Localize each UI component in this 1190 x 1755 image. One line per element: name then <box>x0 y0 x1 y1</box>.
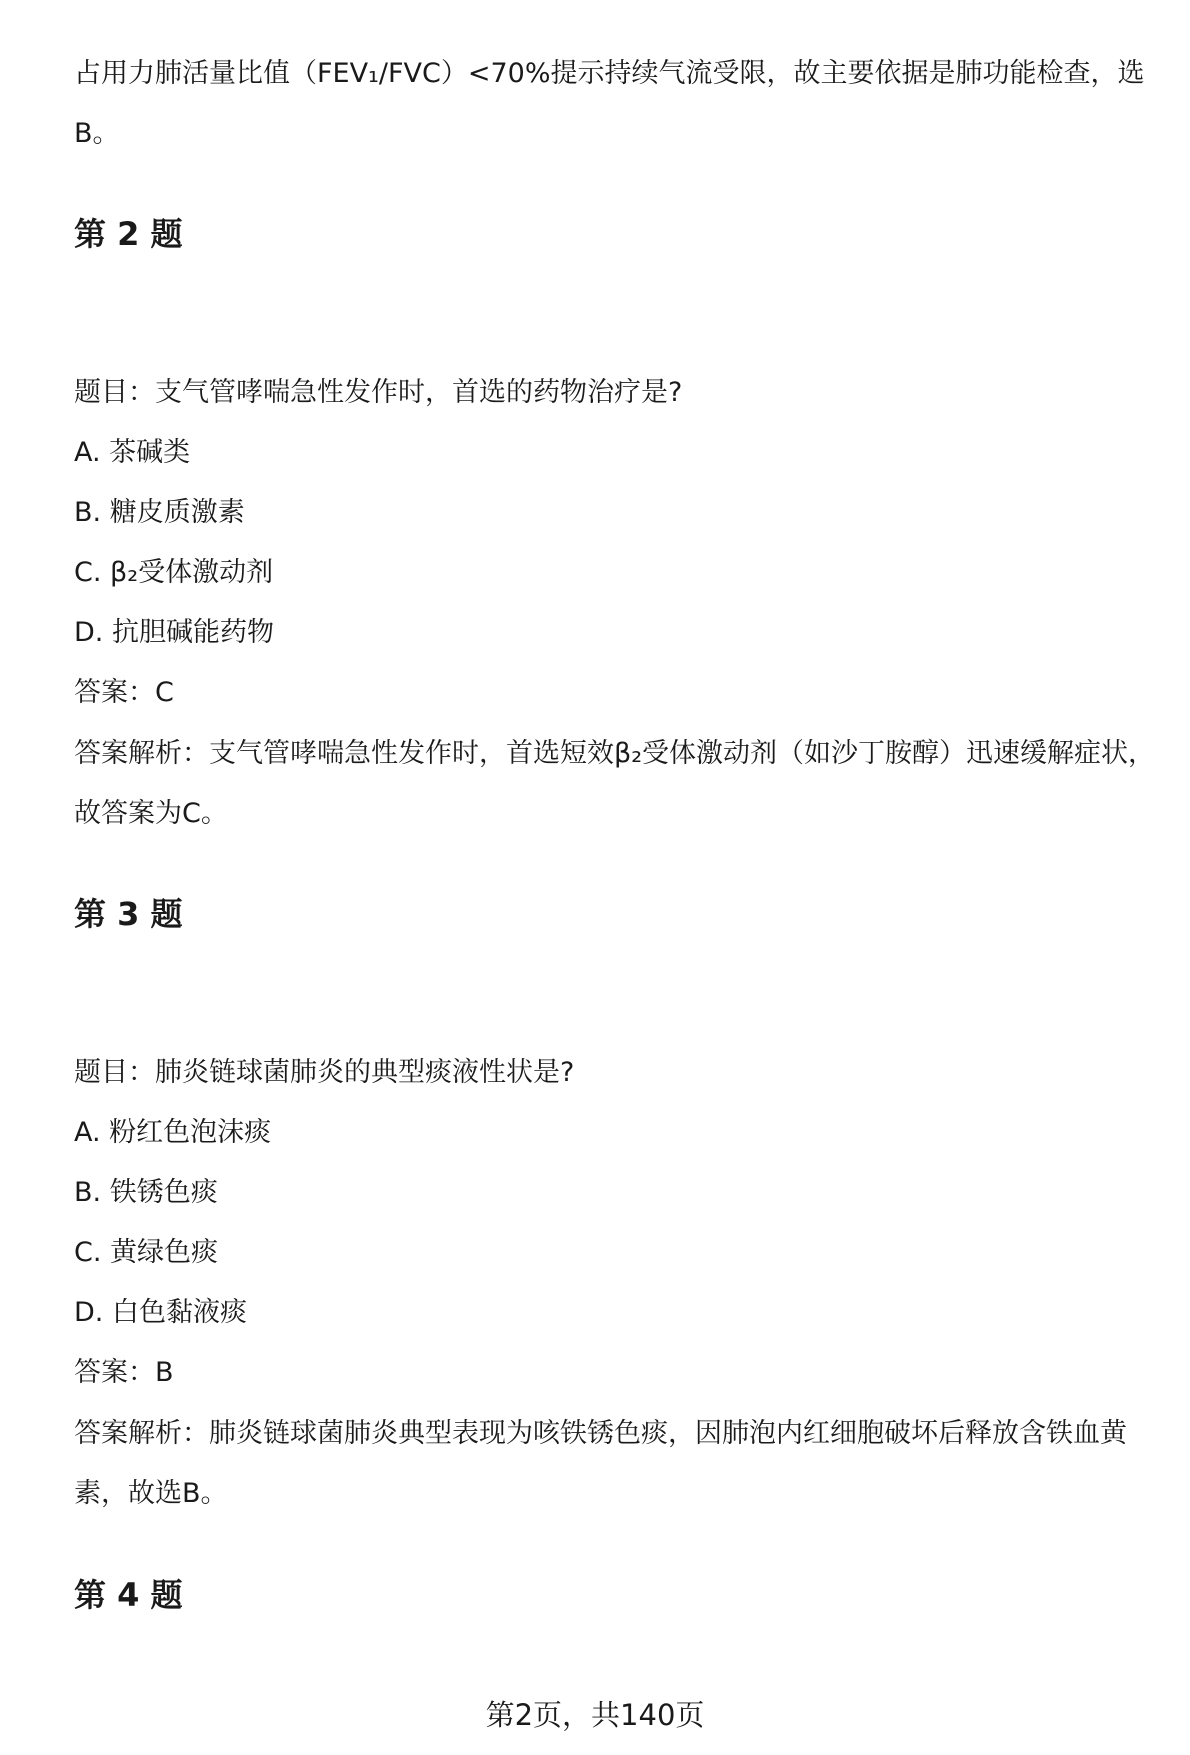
question-2-option-c: C. β₂受体激动剂 <box>74 557 274 588</box>
question-3-option-c: C. 黄绿色痰 <box>74 1237 219 1268</box>
question-4-heading: 第 4 题 <box>74 1576 183 1614</box>
question-2-stem: 题目：支气管哮喘急性发作时，首选的药物治疗是? <box>74 377 683 408</box>
question-2-analysis: 答案解析：支气管哮喘急性发作时，首选短效β₂受体激动剂（如沙丁胺醇）迅速缓解症状，故答案为C。 <box>74 738 1156 829</box>
question-2-answer: 答案：C <box>74 677 174 708</box>
question-2-option-a: A. 茶碱类 <box>74 437 191 468</box>
question-3-option-a: A. 粉红色泡沫痰 <box>74 1117 272 1148</box>
question-2-heading: 第 2 题 <box>74 215 183 253</box>
question-3-option-d: D. 白色黏液痰 <box>74 1297 247 1328</box>
question-3-analysis: 答案解析：肺炎链球菌肺炎典型表现为咳铁锈色痰，因肺泡内红细胞破坏后释放含铁血黄素，故选B。 <box>74 1418 1127 1509</box>
question-3-option-b: B. 铁锈色痰 <box>74 1177 218 1208</box>
question-2-option-d: D. 抗胆碱能药物 <box>74 617 274 648</box>
page-number-footer: 第2页，共140页 <box>485 1698 705 1732</box>
question-3-stem: 题目：肺炎链球菌肺炎的典型痰液性状是? <box>74 1057 575 1088</box>
question-2-option-b: B. 糖皮质激素 <box>74 497 245 528</box>
question-3-answer: 答案：B <box>74 1357 174 1388</box>
question-3-heading: 第 3 题 <box>74 895 183 933</box>
intro-paragraph: 占用力肺活量比值（FEV₁/FVC）<70%提示持续气流受限，故主要依据是肺功能检查，选B。 <box>74 58 1145 149</box>
